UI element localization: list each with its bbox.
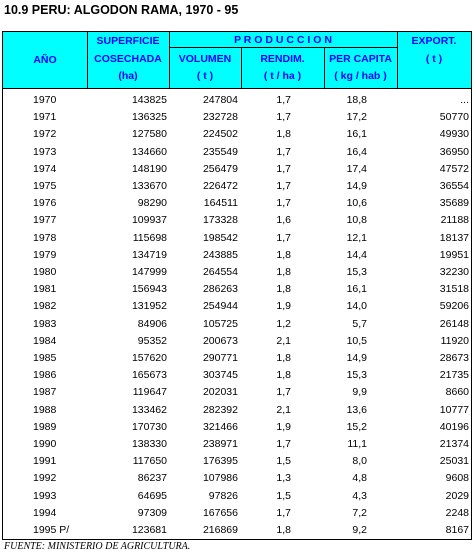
cell-superficie: 170730	[131, 420, 167, 433]
cell-export: 21735	[439, 369, 469, 382]
cell-export: 11920	[440, 334, 469, 347]
cell-superficie: 109937	[131, 214, 167, 227]
table-body	[2, 88, 472, 540]
table-row	[3, 453, 473, 469]
cell-year: 1991	[33, 455, 57, 468]
cell-export: 21188	[440, 214, 469, 227]
cell-per-capita: 17,2	[346, 111, 367, 124]
source-footnote: FUENTE: MINISTERIO DE AGRICULTURA.	[4, 541, 191, 552]
cell-volumen: 173328	[202, 214, 238, 227]
table-row	[3, 436, 473, 452]
table-row	[3, 298, 473, 314]
cell-rendimiento: 1,8	[276, 369, 291, 382]
header-superficie-2: COSECHADA	[94, 53, 162, 65]
table-row	[3, 488, 473, 504]
cell-year: 1978	[33, 231, 57, 244]
cell-export: 9608	[445, 472, 469, 485]
cell-superficie: 123681	[131, 524, 167, 536]
cell-year: 1983	[33, 317, 57, 330]
cell-volumen: 264554	[202, 266, 238, 278]
cell-year: 1988	[33, 403, 57, 416]
table-row	[3, 195, 473, 211]
cell-per-capita: 9,2	[352, 524, 367, 536]
cell-per-capita: 10,8	[346, 214, 367, 227]
cell-year: 1995 P/	[33, 524, 70, 536]
table-row	[3, 264, 473, 280]
cell-per-capita: 16,4	[346, 145, 367, 158]
cell-export: 47572	[439, 162, 469, 175]
cell-superficie: 134660	[131, 145, 167, 158]
cell-per-capita: 4,8	[352, 472, 367, 485]
cell-per-capita: 18,8	[346, 94, 367, 106]
cell-rendimiento: 1,2	[276, 317, 291, 330]
cell-year: 1982	[33, 300, 57, 313]
cell-year: 1975	[33, 180, 57, 192]
table-title: 10.9 PERU: ALGODON RAMA, 1970 - 95	[4, 3, 239, 17]
cell-superficie: 133462	[131, 403, 167, 416]
cell-volumen: 226472	[202, 180, 238, 192]
cell-year: 1980	[33, 266, 57, 278]
cell-superficie: 143825	[131, 94, 167, 106]
cell-per-capita: 8,0	[352, 455, 367, 468]
cell-export: 31518	[439, 283, 469, 296]
cell-volumen: 286263	[202, 283, 238, 296]
cell-superficie: 136325	[131, 111, 167, 124]
cell-year: 1990	[33, 438, 57, 450]
cell-export: 25031	[439, 455, 469, 468]
cell-year: 1972	[33, 128, 57, 141]
cell-export: 2248	[445, 506, 469, 519]
cell-volumen: 216869	[202, 524, 238, 536]
cell-year: 1989	[33, 420, 57, 433]
table-row	[3, 161, 473, 177]
cell-superficie: 148190	[131, 162, 167, 175]
cell-year: 1977	[33, 214, 57, 227]
cell-per-capita: 16,1	[346, 283, 367, 296]
header-produccion: P R O D U C C I O N	[234, 34, 332, 46]
cell-superficie: 64695	[137, 489, 167, 502]
cell-per-capita: 10,6	[346, 197, 367, 210]
cell-superficie: 97309	[137, 506, 167, 519]
cell-superficie: 98290	[137, 197, 167, 210]
cell-export: 8660	[445, 386, 469, 399]
cell-volumen: 238971	[202, 438, 238, 450]
cell-year: 1970	[33, 94, 57, 106]
cell-per-capita: 5,7	[352, 317, 367, 330]
cell-rendimiento: 1,7	[276, 180, 291, 192]
cell-export: 50770	[439, 111, 469, 124]
cell-superficie: 138330	[131, 438, 167, 450]
cell-volumen: 107986	[202, 472, 238, 485]
cell-rendimiento: 1,7	[276, 438, 291, 450]
table-row	[3, 505, 473, 521]
cell-year: 1976	[33, 197, 57, 210]
cell-volumen: 176395	[202, 455, 238, 468]
cell-export: ...	[460, 94, 469, 106]
cell-per-capita: 14,4	[346, 248, 367, 261]
cell-rendimiento: 1,6	[276, 214, 291, 227]
header-rendim-1: RENDIM.	[260, 53, 305, 65]
table-row	[3, 333, 473, 349]
header-anio: AÑO	[33, 54, 57, 66]
cell-year: 1985	[33, 352, 57, 364]
cell-rendimiento: 1,8	[276, 352, 291, 364]
cell-rendimiento: 1,9	[276, 300, 291, 313]
header-percapita-1: PER CAPITA	[329, 53, 392, 65]
table-row	[3, 230, 473, 246]
cell-volumen: 290771	[202, 352, 238, 364]
cell-superficie: 131952	[131, 300, 167, 313]
cell-volumen: 282392	[202, 403, 238, 416]
cell-per-capita: 12,1	[346, 231, 367, 244]
cell-export: 36950	[439, 145, 469, 158]
cell-export: 40196	[439, 420, 469, 433]
cell-per-capita: 16,1	[346, 128, 367, 141]
cell-export: 18137	[439, 231, 469, 244]
table-row	[3, 212, 473, 228]
table-header	[2, 31, 472, 89]
cell-per-capita: 15,3	[346, 369, 367, 382]
table-row	[3, 522, 473, 538]
cell-volumen: 235549	[202, 145, 238, 158]
table-row	[3, 178, 473, 194]
cell-superficie: 133670	[131, 180, 167, 192]
cell-superficie: 157620	[131, 352, 167, 364]
cell-year: 1979	[33, 248, 57, 261]
cell-volumen: 97826	[208, 489, 238, 502]
cell-year: 1974	[33, 162, 57, 175]
cell-per-capita: 11,1	[347, 438, 367, 450]
cell-rendimiento: 1,5	[276, 455, 291, 468]
cell-volumen: 198542	[202, 231, 238, 244]
cell-export: 10777	[439, 403, 469, 416]
table-row	[3, 144, 473, 160]
table-row	[3, 350, 473, 366]
cell-volumen: 321466	[202, 420, 238, 433]
cell-per-capita: 13,6	[346, 403, 367, 416]
table-row	[3, 247, 473, 263]
cell-rendimiento: 1,7	[276, 162, 291, 175]
cell-year: 1994	[33, 506, 57, 519]
table-row	[3, 316, 473, 332]
cell-year: 1987	[33, 386, 57, 399]
header-superficie-1: SUPERFICIE	[96, 35, 160, 47]
cell-year: 1986	[33, 369, 57, 382]
cell-superficie: 134719	[131, 248, 167, 261]
cell-export: 49930	[439, 128, 469, 141]
cell-volumen: 105725	[202, 317, 238, 330]
cell-superficie: 86237	[137, 472, 167, 485]
cell-volumen: 202031	[202, 386, 238, 399]
cell-superficie: 127580	[131, 128, 167, 141]
cell-export: 59206	[439, 300, 469, 313]
cell-volumen: 167656	[202, 506, 238, 519]
cell-rendimiento: 1,7	[276, 197, 291, 210]
cell-volumen: 200673	[202, 334, 238, 347]
cell-per-capita: 7,2	[352, 506, 367, 519]
table-row	[3, 92, 473, 108]
cell-year: 1973	[33, 145, 57, 158]
header-export-2: ( t )	[425, 53, 443, 65]
cell-superficie: 147999	[131, 266, 167, 278]
cell-year: 1993	[33, 489, 57, 502]
cell-year: 1971	[33, 111, 57, 124]
cell-rendimiento: 1,8	[276, 283, 291, 296]
cell-rendimiento: 1,7	[276, 231, 291, 244]
cell-per-capita: 15,3	[346, 266, 367, 278]
cell-per-capita: 9,9	[352, 386, 367, 399]
cell-per-capita: 10,5	[346, 334, 367, 347]
cell-rendimiento: 1,7	[276, 94, 291, 106]
cell-rendimiento: 1,7	[276, 145, 291, 158]
cell-export: 32230	[439, 266, 469, 278]
cell-year: 1981	[33, 283, 57, 296]
cell-rendimiento: 1,9	[276, 420, 291, 433]
cell-volumen: 224502	[202, 128, 238, 141]
cell-volumen: 256479	[202, 162, 238, 175]
cell-volumen: 232728	[202, 111, 238, 124]
cell-volumen: 243885	[202, 248, 238, 261]
table-row	[3, 402, 473, 418]
cell-export: 2029	[445, 489, 469, 502]
cell-export: 21374	[439, 438, 469, 450]
cell-rendimiento: 1,8	[276, 128, 291, 141]
cell-export: 28673	[439, 352, 469, 364]
cell-superficie: 117650	[132, 455, 167, 468]
cell-superficie: 156943	[131, 283, 167, 296]
cell-per-capita: 4,3	[352, 489, 367, 502]
cell-rendimiento: 2,1	[276, 334, 291, 347]
table-row	[3, 384, 473, 400]
table-row	[3, 419, 473, 435]
cell-rendimiento: 1,7	[276, 386, 291, 399]
header-volumen-2: ( t )	[196, 70, 214, 82]
cell-superficie: 115698	[132, 231, 167, 244]
table-row	[3, 109, 473, 125]
cell-superficie: 84906	[137, 317, 167, 330]
cell-volumen: 254944	[202, 300, 238, 313]
cell-per-capita: 14,9	[346, 352, 367, 364]
header-percapita-2: ( kg / hab )	[334, 70, 387, 82]
header-superficie-3: (ha)	[118, 70, 138, 82]
cell-rendimiento: 1,7	[276, 506, 291, 519]
cell-rendimiento: 1,8	[276, 524, 291, 536]
table-row	[3, 281, 473, 297]
cell-export: 8167	[445, 524, 469, 536]
table-row	[3, 367, 473, 383]
cell-superficie: 119647	[132, 386, 167, 399]
cell-rendimiento: 1,8	[276, 248, 291, 261]
cell-volumen: 303745	[202, 369, 238, 382]
header-export-1: EXPORT.	[411, 35, 457, 47]
cell-rendimiento: 1,7	[276, 111, 291, 124]
table-row	[3, 126, 473, 142]
cell-year: 1992	[33, 472, 57, 485]
cell-per-capita: 17,4	[346, 162, 367, 175]
cell-rendimiento: 1,5	[276, 489, 291, 502]
cell-per-capita: 14,0	[346, 300, 367, 313]
cell-year: 1984	[33, 334, 57, 347]
cell-volumen: 164511	[203, 197, 238, 210]
header-rendim-2: ( t / ha )	[263, 70, 302, 82]
cell-volumen: 247804	[202, 94, 238, 106]
cell-rendimiento: 1,8	[276, 266, 291, 278]
header-volumen-1: VOLUMEN	[178, 53, 232, 65]
cell-per-capita: 15,2	[346, 420, 367, 433]
cell-export: 26148	[439, 317, 469, 330]
cell-export: 19951	[439, 248, 469, 261]
cell-rendimiento: 1,3	[276, 472, 291, 485]
cell-export: 36554	[439, 180, 469, 192]
cell-superficie: 95352	[137, 334, 167, 347]
table-row	[3, 470, 473, 486]
cell-export: 35689	[439, 197, 469, 210]
cell-superficie: 165673	[131, 369, 167, 382]
cell-per-capita: 14,9	[346, 180, 367, 192]
cell-rendimiento: 2,1	[276, 403, 291, 416]
